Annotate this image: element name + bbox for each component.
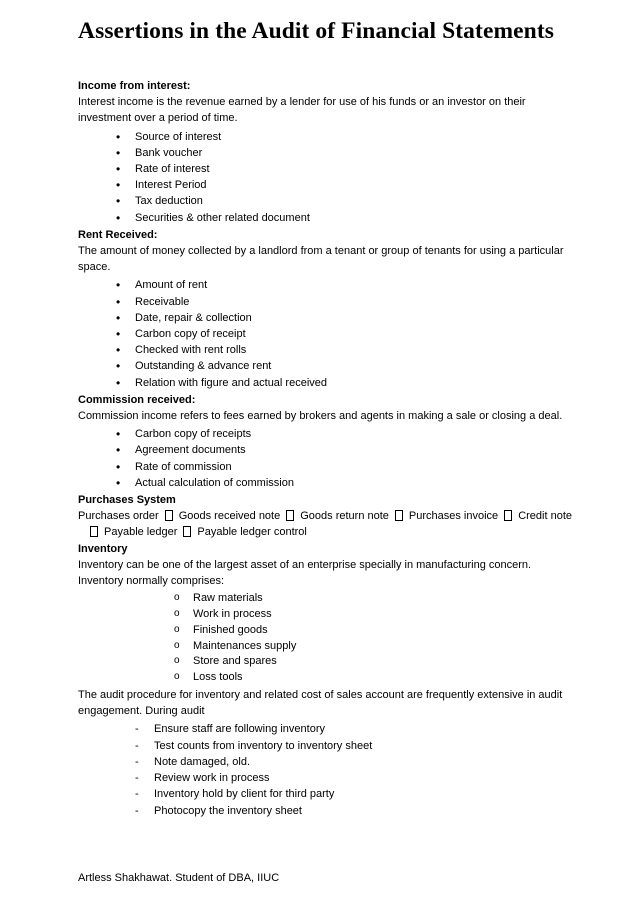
list-item: • Relation with figure and actual received (78, 375, 578, 391)
flow-step: Payable ledger (104, 526, 178, 539)
page-title: Assertions in the Audit of Financial Statements (78, 18, 555, 44)
list-item: - Ensure staff are following inventory (78, 721, 578, 737)
list-item: • Amount of rent (78, 277, 578, 293)
list-item: - Inventory hold by client for third party (78, 786, 578, 802)
commission-list (78, 426, 578, 491)
flow-step: Payable ledger control (197, 526, 307, 539)
arrow-box-icon (286, 510, 294, 521)
list-item: o Maintenances supply (78, 639, 578, 655)
list-item: - Note damaged, old. (78, 754, 578, 770)
arrow-box-icon (165, 510, 173, 521)
inventory-steps (78, 721, 578, 818)
list-item: • Outstanding & advance rent (78, 358, 578, 374)
rent-description: The amount of money collected by a landlord from a tenant or group of tenants for using a particular space. (78, 245, 564, 274)
purchases-flow (78, 508, 578, 540)
list-item: • Tax deduction (78, 193, 578, 209)
list-item: o Finished goods (78, 623, 578, 639)
list-item: • Actual calculation of commission (78, 475, 578, 491)
rent-heading: Rent Received: (78, 228, 158, 241)
list-item: • Source of interest (78, 129, 578, 145)
inventory-comprises: Inventory normally comprises: (78, 575, 225, 588)
flow-step: Purchases order (78, 510, 159, 523)
flow-step: Purchases invoice (408, 510, 499, 523)
list-item: • Interest Period (78, 177, 578, 193)
list-item: o Raw materials (78, 591, 578, 607)
flow-step: Credit note (518, 510, 572, 523)
list-item: • Date, repair & collection (78, 310, 578, 326)
arrow-box-icon (90, 526, 98, 537)
list-item: • Securities & other related document (78, 210, 578, 226)
list-item: o Work in process (78, 607, 578, 623)
arrow-box-icon (183, 526, 191, 537)
list-item: • Rate of commission (78, 459, 578, 475)
list-item: o Loss tools (78, 670, 578, 686)
inventory-heading: Inventory (78, 542, 128, 555)
arrow-box-icon (395, 510, 403, 521)
inventory-description: Inventory can be one of the largest asset of an enterprise specially in manufacturing concern. (78, 558, 532, 571)
flow-step: Goods received note (178, 510, 281, 523)
flow-step: Goods return note (300, 510, 389, 523)
purchases-heading: Purchases System (78, 494, 176, 507)
inventory-procedure: The audit procedure for inventory and related cost of sales account are frequently extensive in audit engagement. During audit (78, 689, 563, 718)
rent-list (78, 277, 578, 390)
list-item: o Store and spares (78, 654, 578, 670)
page-footer: Artless Shakhawat. Student of DBA, IIUC (78, 872, 280, 884)
commission-description: Commission income refers to fees earned by brokers and agents in making a sale or closing a deal. (78, 410, 563, 423)
list-item: - Photocopy the inventory sheet (78, 803, 578, 819)
list-item: • Carbon copy of receipts (78, 426, 578, 442)
list-item: • Agreement documents (78, 442, 578, 458)
list-item: • Carbon copy of receipt (78, 326, 578, 342)
document-body (78, 78, 578, 820)
commission-heading: Commission received: (78, 393, 196, 406)
list-item: - Review work in process (78, 770, 578, 786)
inventory-list (78, 591, 578, 686)
income-description: Interest income is the revenue earned by a lender for use of his funds or an investor on their investment over a period of time. (78, 96, 526, 125)
list-item: • Bank voucher (78, 145, 578, 161)
income-list (78, 129, 578, 226)
list-item: • Receivable (78, 294, 578, 310)
list-item: • Rate of interest (78, 161, 578, 177)
arrow-box-icon (504, 510, 512, 521)
list-item: • Checked with rent rolls (78, 342, 578, 358)
list-item: - Test counts from inventory to inventory sheet (78, 738, 578, 754)
income-heading: Income from interest: (78, 80, 191, 92)
